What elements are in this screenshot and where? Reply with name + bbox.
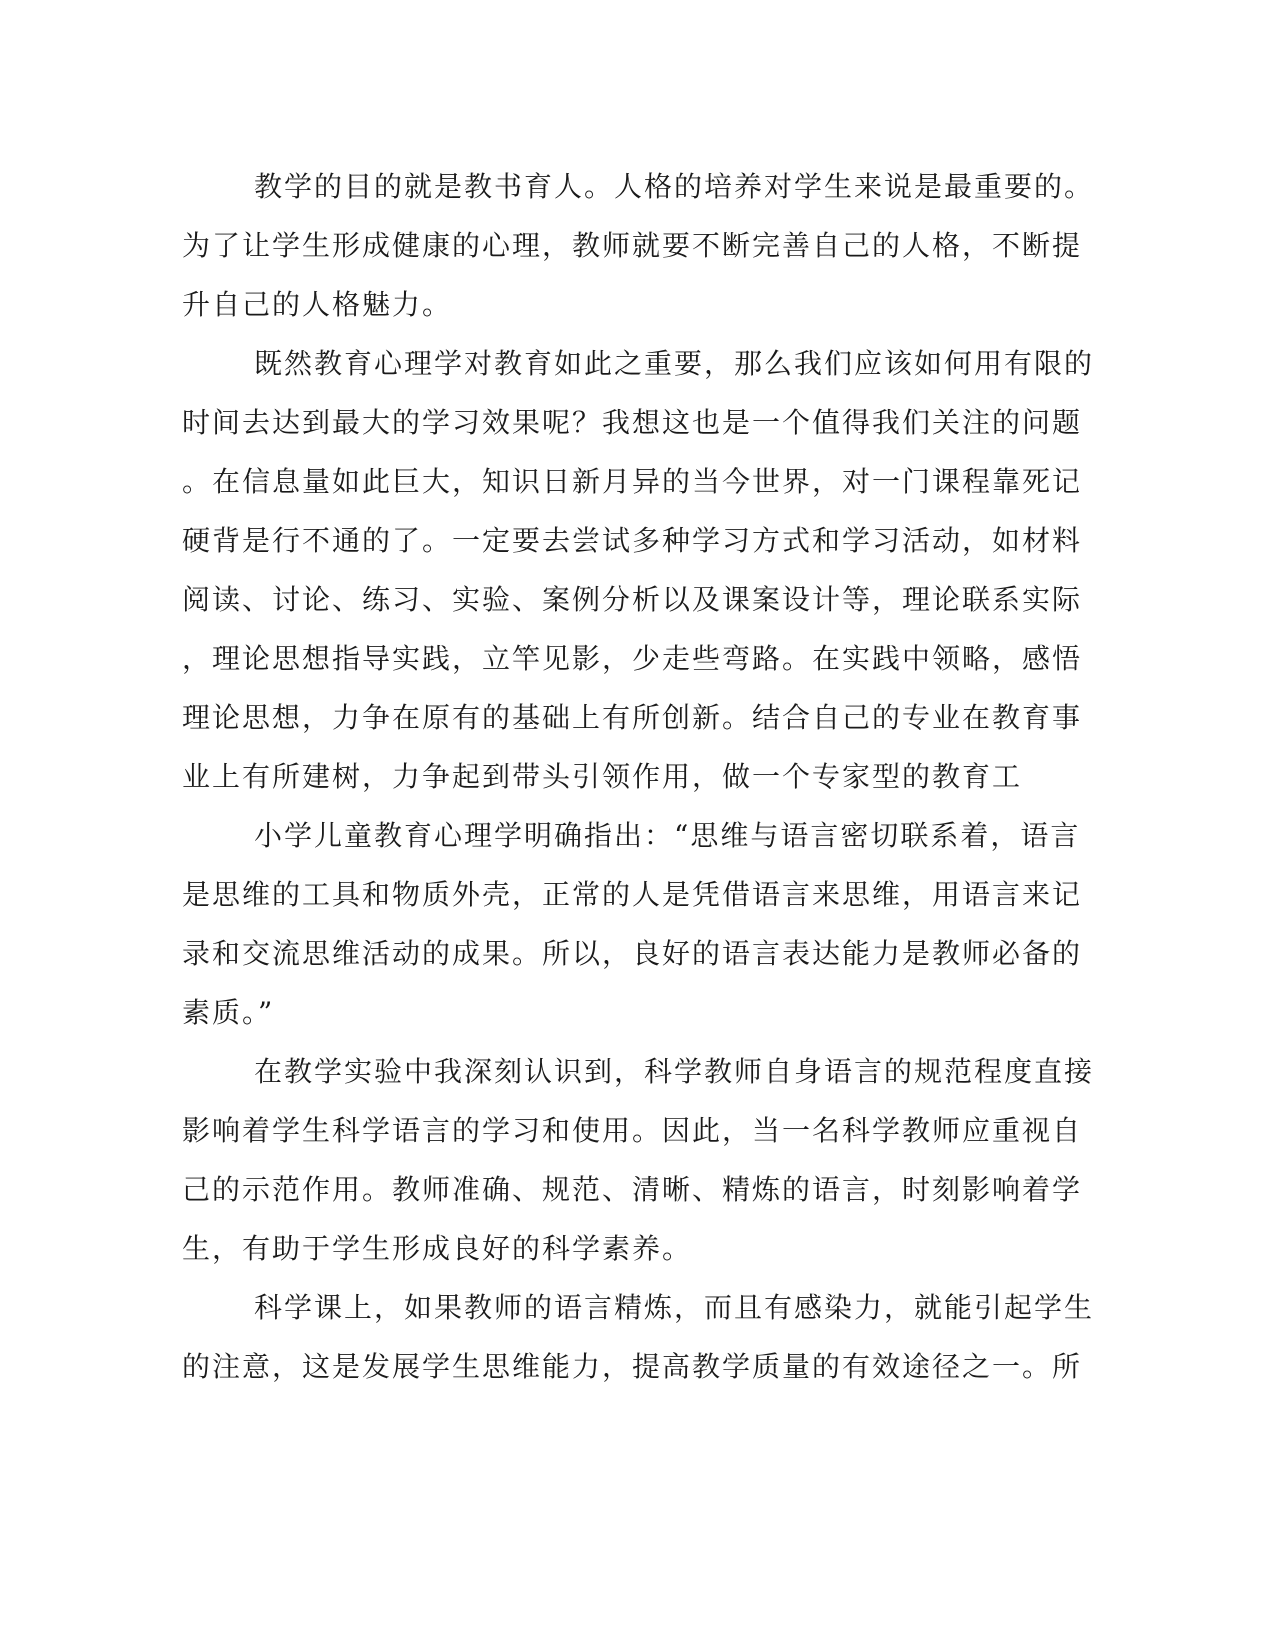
text-line: 录和交流思维活动的成果。所以，良好的语言表达能力是教师必备的 (182, 937, 1083, 970)
text-line: 升自己的人格魅力。 (182, 288, 453, 321)
text-line: 生，有助于学生形成良好的科学素养。 (182, 1232, 693, 1265)
paragraph-5 (182, 1278, 1095, 1396)
text-line: 在教学实验中我深刻认识到，科学教师自身语言的规范程度直接 (254, 1055, 1095, 1088)
paragraph-1 (182, 157, 1095, 334)
document-body (182, 157, 1095, 1396)
text-line: 时间去达到最大的学习效果呢？我想这也是一个值得我们关注的问题 (182, 406, 1083, 439)
paragraph-4 (182, 1042, 1095, 1278)
text-line: 小学儿童教育心理学明确指出：“思维与语言密切联系着，语言 (254, 819, 1081, 852)
text-line: 是思维的工具和物质外壳，正常的人是凭借语言来思维，用语言来记 (182, 878, 1083, 911)
paragraph-3 (182, 806, 1083, 1042)
text-line: 硬背是行不通的了。一定要去尝试多种学习方式和学习活动，如材料 (182, 524, 1083, 557)
text-line: 影响着学生科学语言的学习和使用。因此，当一名科学教师应重视自 (182, 1114, 1083, 1147)
paragraph-2 (182, 334, 1095, 806)
text-line: 教学的目的就是教书育人。人格的培养对学生来说是最重要的。 (254, 170, 1095, 203)
text-line: ，理论思想指导实践，立竿见影，少走些弯路。在实践中领略，感悟 (182, 642, 1083, 675)
text-line: 。在信息量如此巨大，知识日新月异的当今世界，对一门课程靠死记 (182, 465, 1083, 498)
text-line: 理论思想，力争在原有的基础上有所创新。结合自己的专业在教育事 (182, 701, 1083, 734)
text-line: 素质。” (182, 996, 275, 1029)
text-line: 的注意，这是发展学生思维能力，提高教学质量的有效途径之一。所 (182, 1350, 1083, 1383)
text-line: 阅读、讨论、练习、实验、案例分析以及课案设计等，理论联系实际 (182, 583, 1083, 616)
text-line: 既然教育心理学对教育如此之重要，那么我们应该如何用有限的 (254, 347, 1095, 380)
text-line: 为了让学生形成健康的心理，教师就要不断完善自己的人格，不断提 (182, 229, 1083, 262)
text-line: 业上有所建树，力争起到带头引领作用，做一个专家型的教育工 (182, 760, 1023, 793)
text-line: 己的示范作用。教师准确、规范、清晰、精炼的语言，时刻影响着学 (182, 1173, 1083, 1206)
text-line: 科学课上，如果教师的语言精炼，而且有感染力，就能引起学生 (254, 1291, 1095, 1324)
